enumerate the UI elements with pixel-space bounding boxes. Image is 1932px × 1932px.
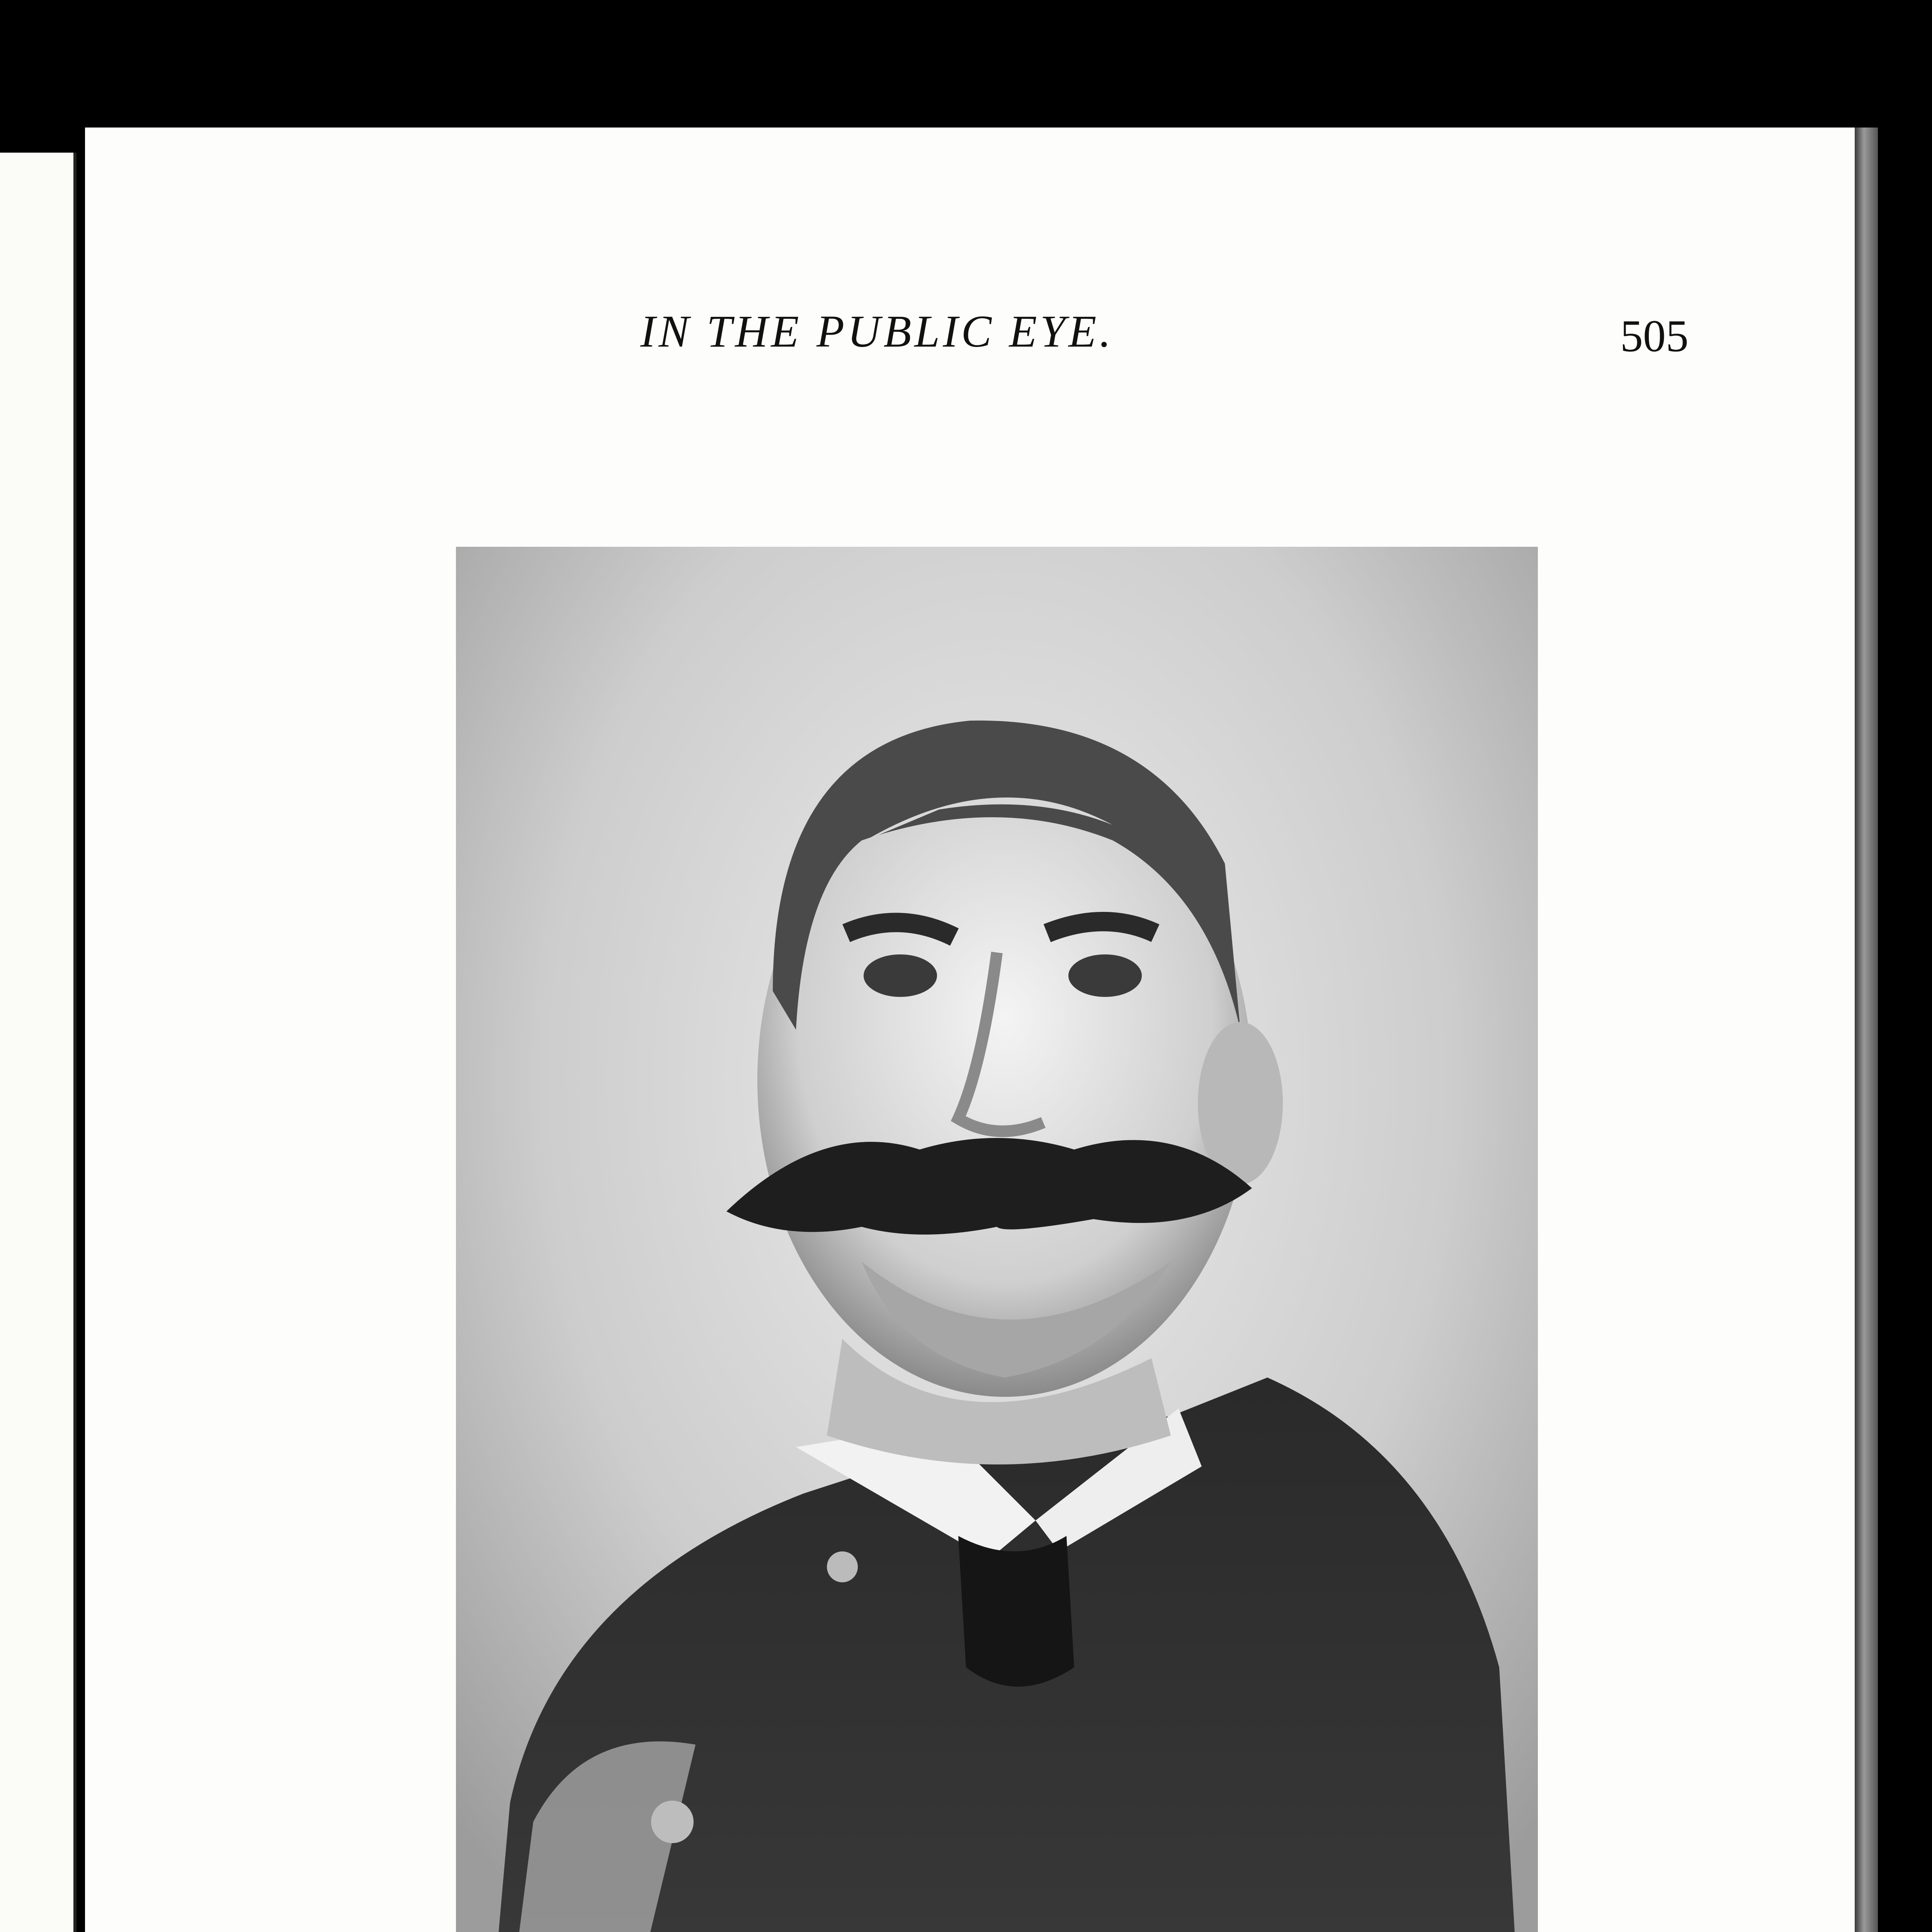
page-number: 505 — [1620, 311, 1689, 361]
portrait-photograph — [456, 547, 1538, 1932]
page-header — [85, 305, 1855, 383]
portrait-image — [456, 547, 1538, 1932]
running-title: IN THE PUBLIC EYE. — [640, 306, 1114, 357]
page-edge — [1855, 128, 1878, 1932]
magazine-page — [85, 128, 1855, 1932]
facing-page-edge — [0, 153, 77, 1932]
book-gutter — [77, 128, 85, 1932]
